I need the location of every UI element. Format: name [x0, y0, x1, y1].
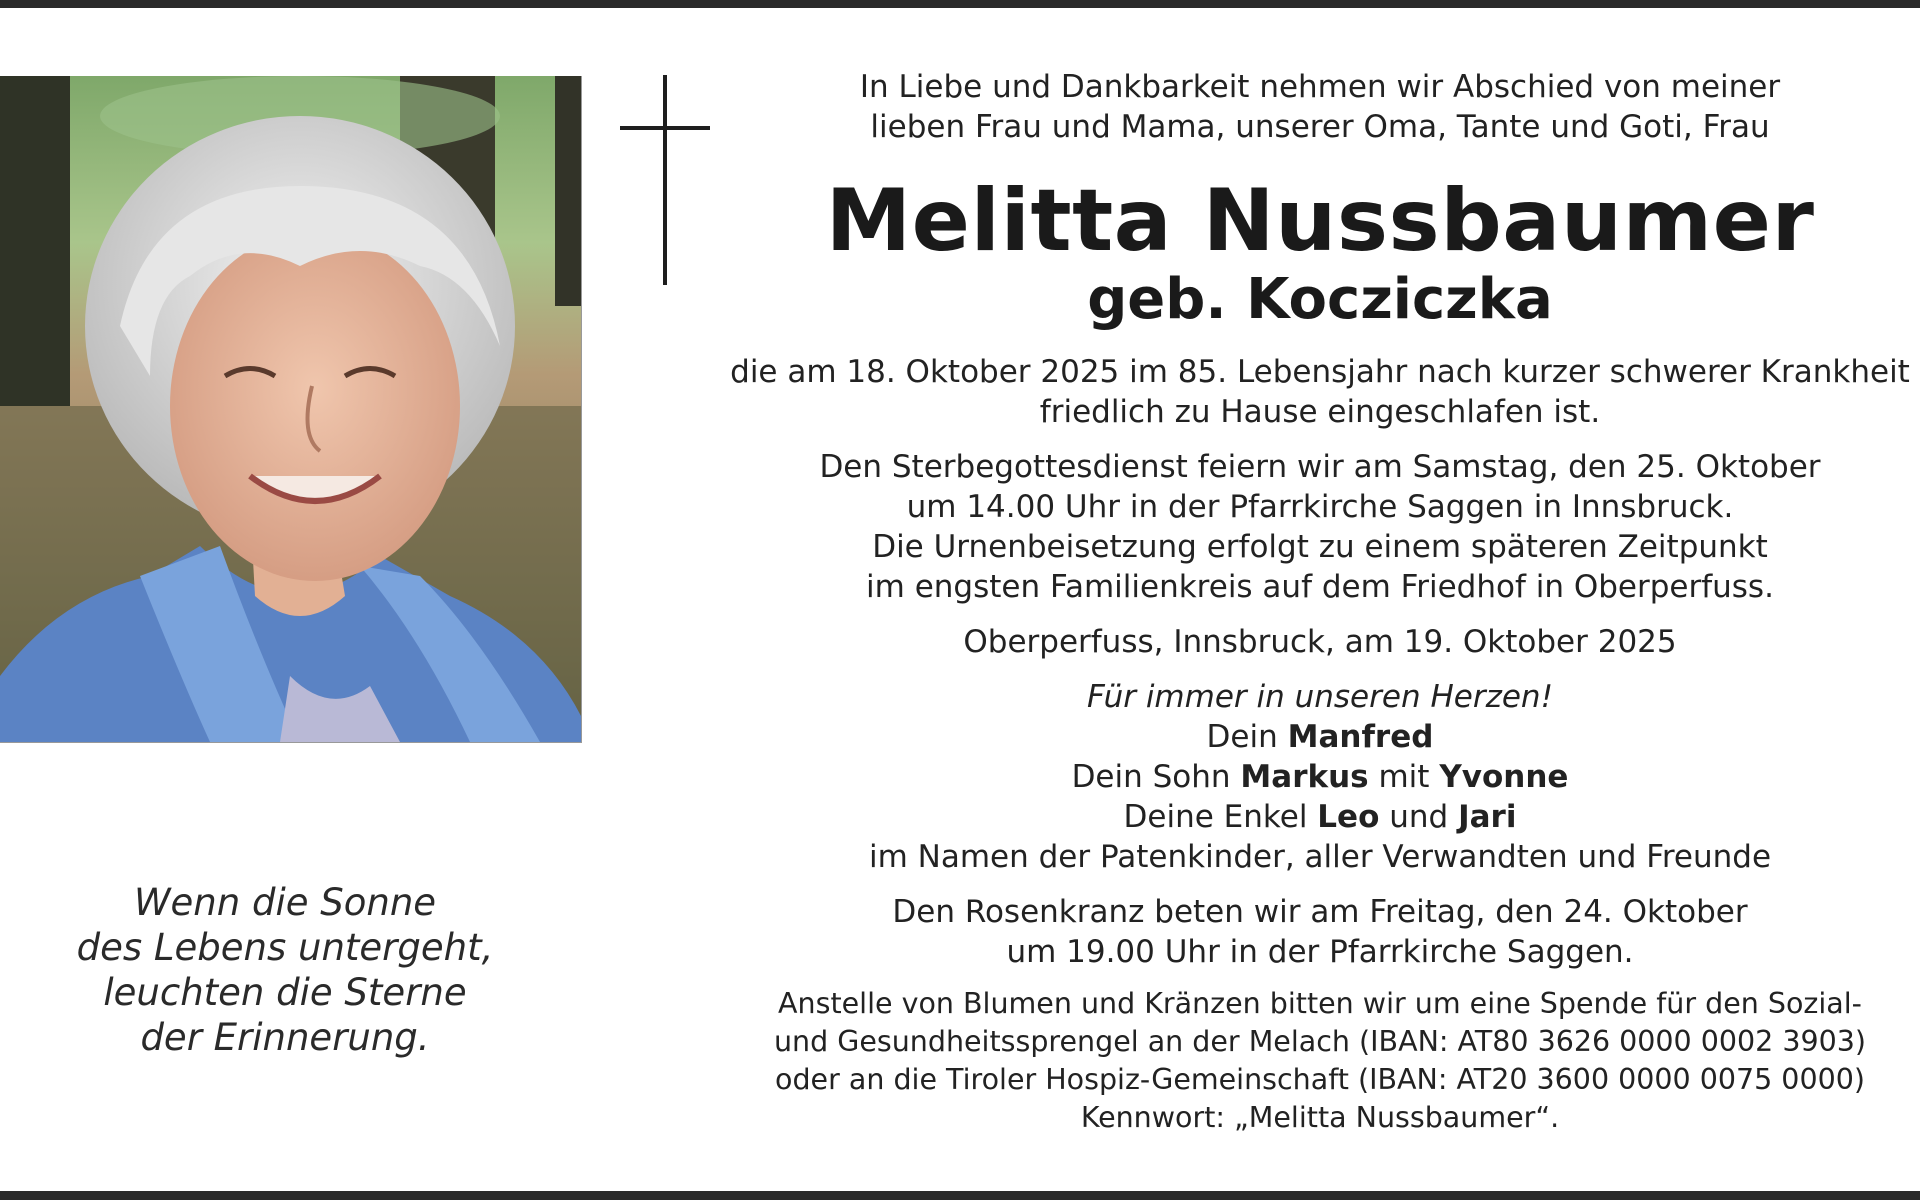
mourner-line-4: im Namen der Patenkinder, aller Verwandten und Freunde [868, 839, 1772, 875]
donation-line-3: oder an die Tiroler Hospiz-Gemeinschaft (IBAN: AT20 3600 0000 0075 0000) [775, 1063, 1865, 1096]
intro-line-1: In Liebe und Dankbarkeit nehmen wir Abschied von meiner [859, 69, 1781, 105]
poem-line-1: Wenn die Sonne [133, 881, 437, 924]
rosary-line-1: Den Rosenkranz beten wir am Freitag, den 24. Oktober [892, 894, 1748, 930]
mourner-prefix: Deine Enkel [1123, 799, 1308, 835]
cross-icon [663, 75, 667, 285]
service-line-1: Den Sterbegottesdienst feiern wir am Samstag, den 25. Oktober [819, 449, 1821, 485]
motto: Für immer in unseren Herzen! [1087, 679, 1553, 715]
poem [40, 880, 530, 1060]
mourner-connector: mit [1378, 759, 1430, 795]
death-line-1: die am 18. Oktober 2025 im 85. Lebensjahr nach kurzer schwerer Krankheit [730, 354, 1910, 390]
mourner-prefix: Dein Sohn [1071, 759, 1231, 795]
cross-bar [620, 126, 710, 130]
mourner-name: Leo [1317, 799, 1380, 835]
donation-line-4: Kennwort: „Melitta Nussbaumer“. [1080, 1101, 1560, 1134]
top-rule [0, 0, 1920, 8]
deceased-name: Melitta Nussbaumer [825, 171, 1815, 271]
place-date: Oberperfuss, Innsbruck, am 19. Oktober 2025 [963, 624, 1677, 660]
poem-line-3: leuchten die Sterne [103, 971, 467, 1014]
mourner-name: Yvonne [1439, 759, 1569, 795]
mourner-prefix: Dein [1206, 719, 1278, 755]
maiden-name: geb. Kocziczka [1087, 267, 1553, 332]
mourner-connector: und [1389, 799, 1449, 835]
mourner-name: Markus [1240, 759, 1369, 795]
mourner-name: Jari [1458, 799, 1517, 835]
service-line-4: im engsten Familienkreis auf dem Friedhof in Oberperfuss. [866, 569, 1774, 605]
rosary-line-2: um 19.00 Uhr in der Pfarrkirche Saggen. [1006, 934, 1634, 970]
poem-line-2: des Lebens untergeht, [76, 926, 494, 969]
service-line-2: um 14.00 Uhr in der Pfarrkirche Saggen in Innsbruck. [906, 489, 1734, 525]
donation-line-2: und Gesundheitssprengel an der Melach (IBAN: AT80 3626 0000 0002 3903) [773, 1025, 1866, 1058]
portrait-photo-icon [0, 76, 581, 742]
mourner-line-3 [720, 798, 1920, 836]
mourner-line-1 [720, 718, 1920, 756]
donation-line-1: Anstelle von Blumen und Kränzen bitten wir um eine Spende für den Sozial- [778, 987, 1862, 1020]
service-line-3: Die Urnenbeisetzung erfolgt zu einem späteren Zeitpunkt [872, 529, 1768, 565]
intro-line-2: lieben Frau und Mama, unserer Oma, Tante und Goti, Frau [870, 109, 1770, 145]
mourner-line-2 [720, 758, 1920, 796]
bottom-rule [0, 1191, 1920, 1200]
portrait-photo [0, 76, 582, 743]
poem-line-4: der Erinnerung. [140, 1016, 430, 1059]
death-line-2: friedlich zu Hause eingeschlafen ist. [1039, 394, 1601, 430]
mourner-name: Manfred [1287, 719, 1434, 755]
